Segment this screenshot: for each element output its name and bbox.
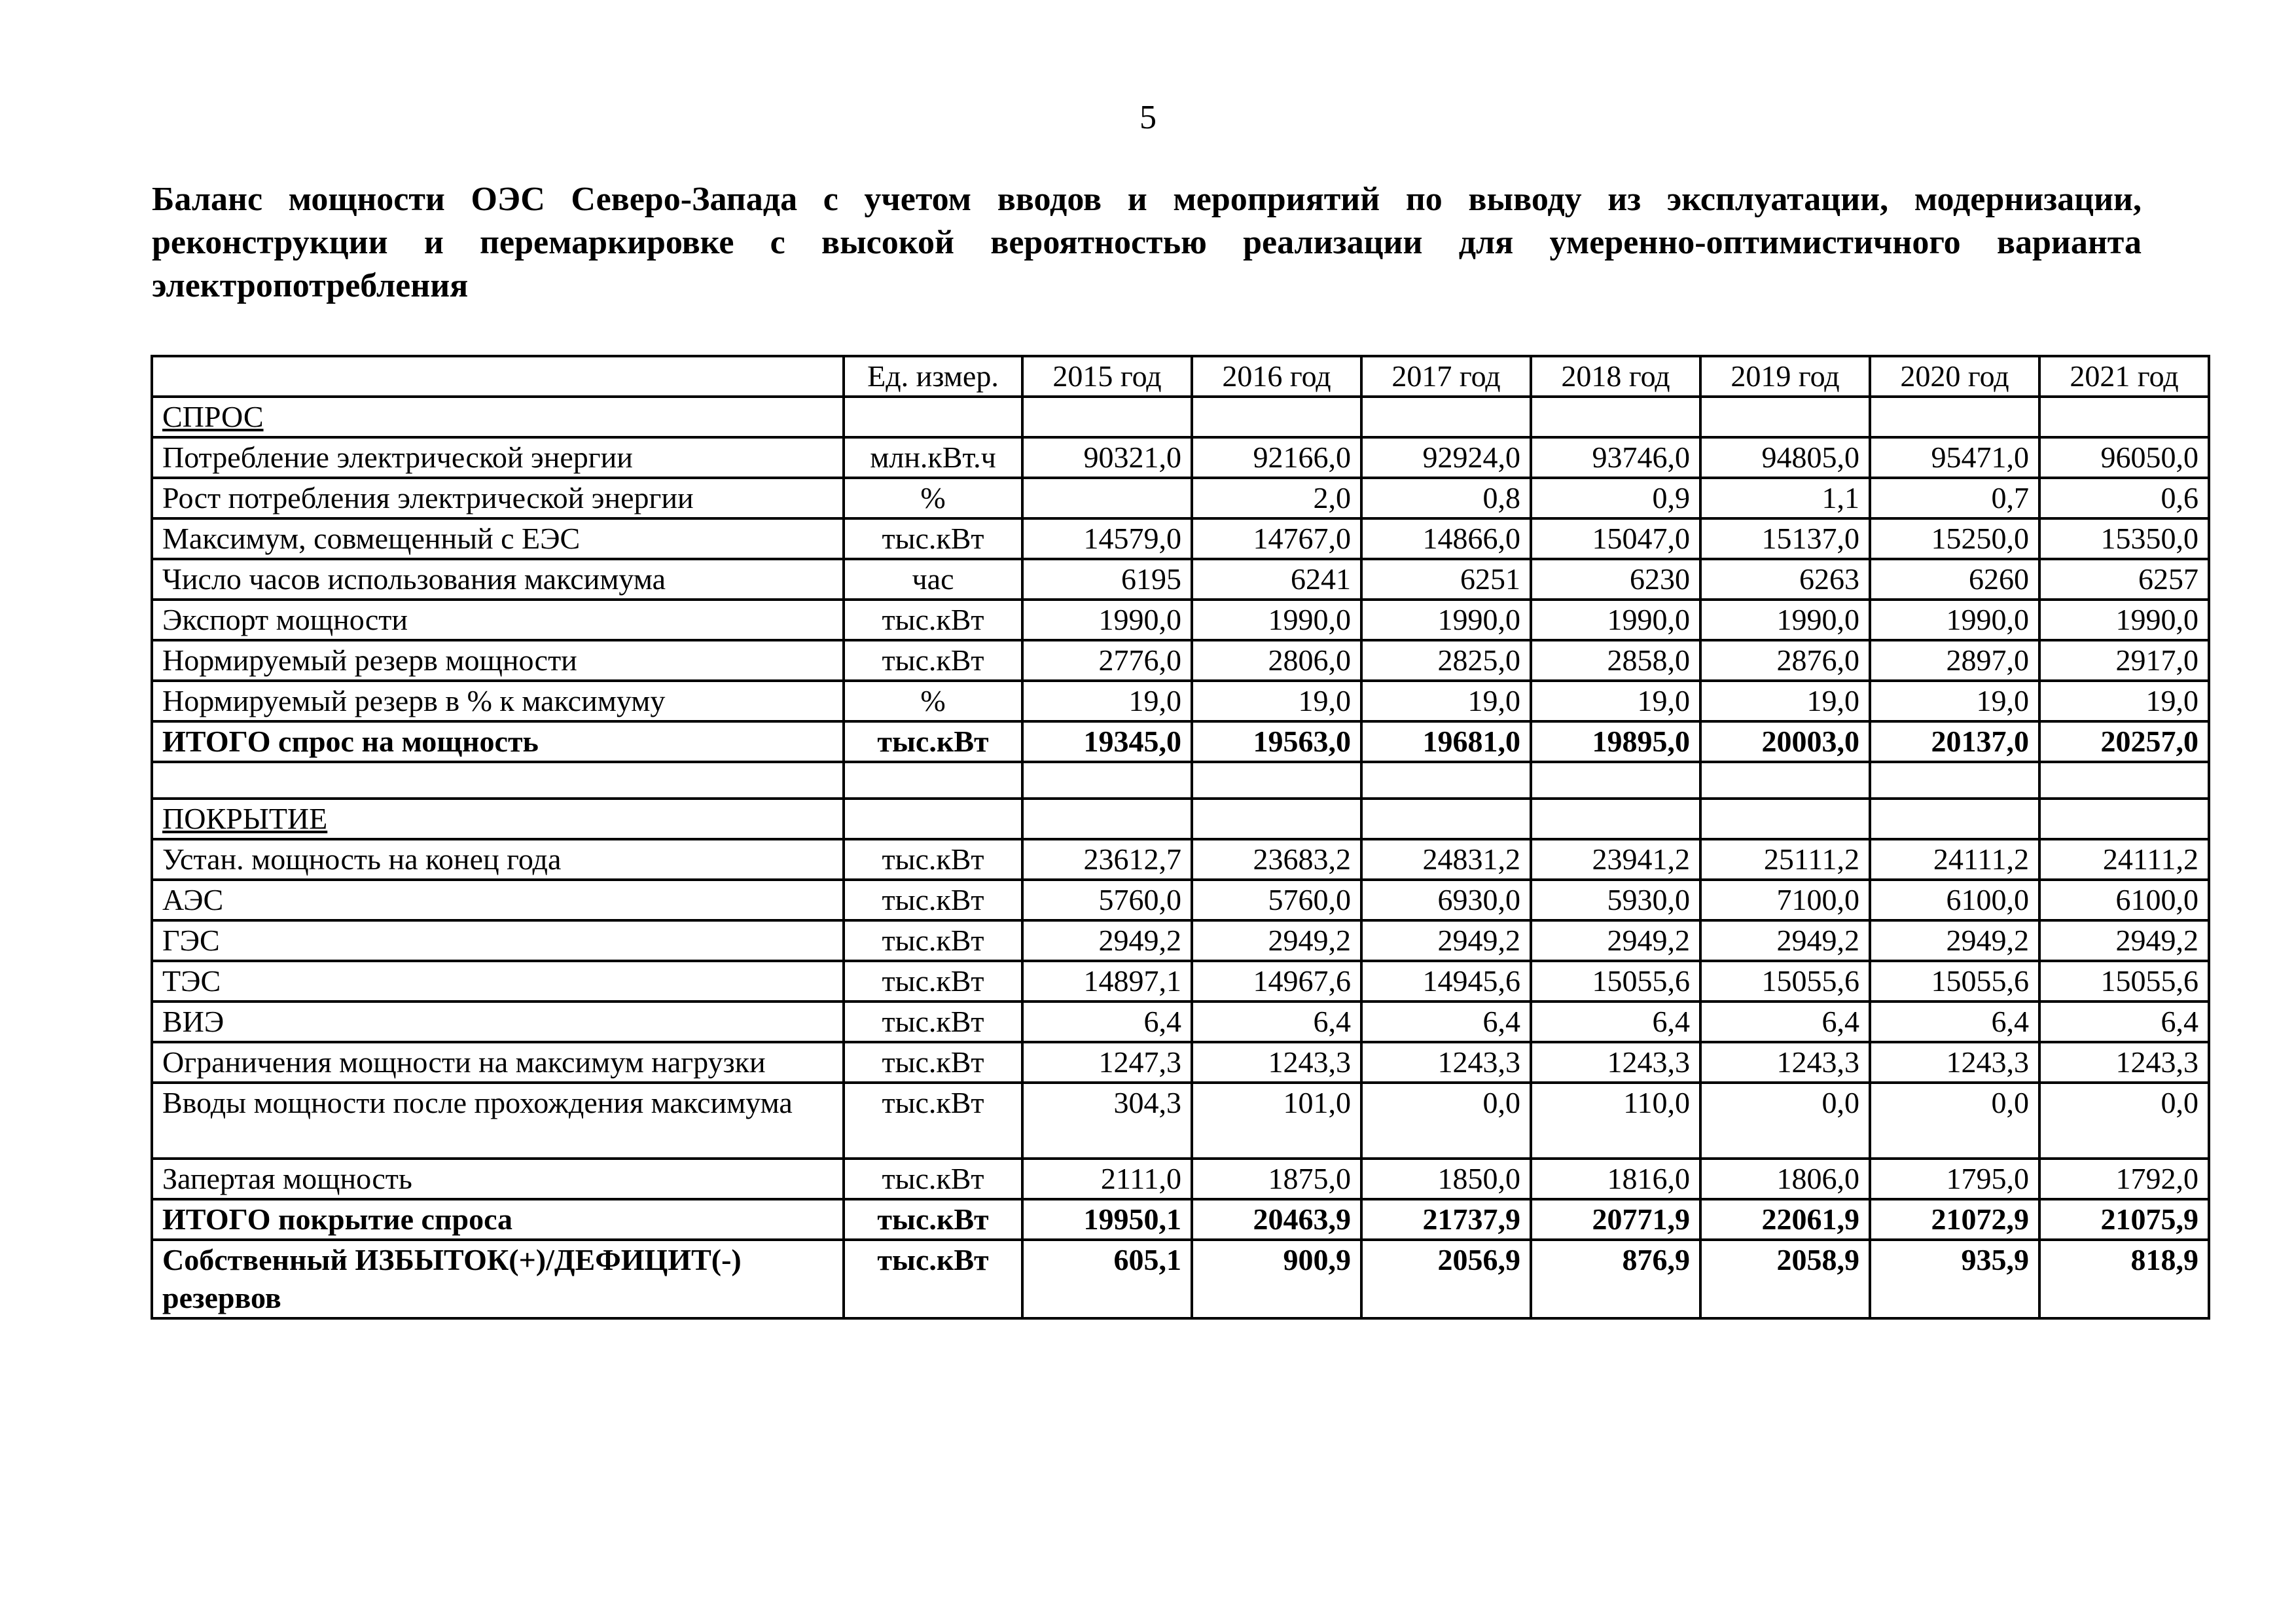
row-label: Собственный ИЗБЫТОК(+)/ДЕФИЦИТ(-) резервов: [152, 1240, 844, 1318]
coverage-row: [152, 1042, 2209, 1083]
value-cell: 1990,0: [1192, 600, 1361, 640]
row-label: Ограничения мощности на максимум нагрузки: [152, 1042, 844, 1083]
value-cell: 96050,0: [2039, 437, 2209, 478]
empty-cell: [844, 762, 1022, 799]
coverage-row: [152, 920, 2209, 961]
header-year-2021: 2021 год: [2039, 356, 2209, 397]
value-cell: 935,9: [1870, 1240, 2039, 1318]
value-cell: 1990,0: [1361, 600, 1531, 640]
row-unit: тыс.кВт: [844, 961, 1022, 1001]
spacer-row: [152, 762, 2209, 799]
table-header-row: [152, 356, 2209, 397]
value-cell: 2825,0: [1361, 640, 1531, 681]
value-cell: 6930,0: [1361, 880, 1531, 920]
value-cell: 19,0: [1870, 681, 2039, 721]
empty-cell: [1531, 762, 1700, 799]
value-cell: 2949,2: [1022, 920, 1192, 961]
value-cell: 1243,3: [1700, 1042, 1870, 1083]
header-year-2020: 2020 год: [1870, 356, 2039, 397]
empty-cell: [1361, 397, 1531, 437]
value-cell: 20257,0: [2039, 721, 2209, 762]
empty-cell: [2039, 799, 2209, 839]
value-cell: 92166,0: [1192, 437, 1361, 478]
empty-cell: [1700, 799, 1870, 839]
row-unit: тыс.кВт: [844, 839, 1022, 880]
row-label: ИТОГО спрос на мощность: [152, 721, 844, 762]
empty-cell: [152, 762, 844, 799]
value-cell: 0,6: [2039, 478, 2209, 518]
value-cell: 22061,9: [1700, 1199, 1870, 1240]
value-cell: 19950,1: [1022, 1199, 1192, 1240]
value-cell: 6195: [1022, 559, 1192, 600]
value-cell: 19895,0: [1531, 721, 1700, 762]
demand-total-row: [152, 721, 2209, 762]
row-label: Вводы мощности после прохождения максимума: [152, 1083, 844, 1159]
row-unit: тыс.кВт: [844, 721, 1022, 762]
value-cell: 0,0: [1870, 1083, 2039, 1159]
value-cell: 7100,0: [1700, 880, 1870, 920]
value-cell: 1247,3: [1022, 1042, 1192, 1083]
empty-cell: [1870, 799, 2039, 839]
row-label: ТЭС: [152, 961, 844, 1001]
value-cell: 1990,0: [1700, 600, 1870, 640]
value-cell: 2111,0: [1022, 1159, 1192, 1199]
coverage-section-row: [152, 799, 2209, 839]
row-unit: %: [844, 681, 1022, 721]
value-cell: 1990,0: [1022, 600, 1192, 640]
value-cell: 2056,9: [1361, 1240, 1531, 1318]
value-cell: 0,0: [2039, 1083, 2209, 1159]
value-cell: 23612,7: [1022, 839, 1192, 880]
value-cell: 21075,9: [2039, 1199, 2209, 1240]
value-cell: 6241: [1192, 559, 1361, 600]
empty-cell: [1192, 397, 1361, 437]
empty-cell: [1361, 799, 1531, 839]
value-cell: 1,1: [1700, 478, 1870, 518]
value-cell: 20137,0: [1870, 721, 2039, 762]
value-cell: 15055,6: [2039, 961, 2209, 1001]
row-label: ГЭС: [152, 920, 844, 961]
value-cell: 19,0: [1700, 681, 1870, 721]
demand-section-row-label: СПРОС: [152, 397, 844, 437]
value-cell: 0,9: [1531, 478, 1700, 518]
value-cell: 0,0: [1700, 1083, 1870, 1159]
value-cell: 19,0: [1022, 681, 1192, 721]
value-cell: 1243,3: [1870, 1042, 2039, 1083]
value-cell: 2949,2: [2039, 920, 2209, 961]
value-cell: 5930,0: [1531, 880, 1700, 920]
value-cell: 15250,0: [1870, 518, 2039, 559]
value-cell: 6100,0: [1870, 880, 2039, 920]
coverage-row: [152, 1083, 2209, 1159]
empty-cell: [844, 799, 1022, 839]
value-cell: 5760,0: [1192, 880, 1361, 920]
row-unit: %: [844, 478, 1022, 518]
row-unit: тыс.кВт: [844, 1083, 1022, 1159]
power-balance-table: [151, 355, 2210, 1320]
empty-cell: [1700, 762, 1870, 799]
coverage-row: [152, 1001, 2209, 1042]
value-cell: 6,4: [1361, 1001, 1531, 1042]
value-cell: 6100,0: [2039, 880, 2209, 920]
coverage-section-row-label: ПОКРЫТИЕ: [152, 799, 844, 839]
empty-cell: [1022, 762, 1192, 799]
value-cell: 15137,0: [1700, 518, 1870, 559]
empty-cell: [1870, 397, 2039, 437]
value-cell: 101,0: [1192, 1083, 1361, 1159]
empty-cell: [1870, 762, 2039, 799]
value-cell: 5760,0: [1022, 880, 1192, 920]
value-cell: 19563,0: [1192, 721, 1361, 762]
row-unit: тыс.кВт: [844, 880, 1022, 920]
value-cell: 2,0: [1192, 478, 1361, 518]
value-cell: 14945,6: [1361, 961, 1531, 1001]
value-cell: 14767,0: [1192, 518, 1361, 559]
row-label: Рост потребления электрической энергии: [152, 478, 844, 518]
row-label: Устан. мощность на конец года: [152, 839, 844, 880]
empty-cell: [2039, 762, 2209, 799]
value-cell: 15047,0: [1531, 518, 1700, 559]
row-unit: тыс.кВт: [844, 518, 1022, 559]
value-cell: 15055,6: [1700, 961, 1870, 1001]
value-cell: 14866,0: [1361, 518, 1531, 559]
value-cell: 2949,2: [1531, 920, 1700, 961]
value-cell: 2776,0: [1022, 640, 1192, 681]
value-cell: 6,4: [1022, 1001, 1192, 1042]
value-cell: 876,9: [1531, 1240, 1700, 1318]
value-cell: 20003,0: [1700, 721, 1870, 762]
value-cell: 900,9: [1192, 1240, 1361, 1318]
value-cell: 15055,6: [1870, 961, 2039, 1001]
row-label: Нормируемый резерв в % к максимуму: [152, 681, 844, 721]
row-unit: тыс.кВт: [844, 640, 1022, 681]
value-cell: 1792,0: [2039, 1159, 2209, 1199]
header-year-2019: 2019 год: [1700, 356, 1870, 397]
empty-cell: [1531, 397, 1700, 437]
value-cell: 14579,0: [1022, 518, 1192, 559]
value-cell: 93746,0: [1531, 437, 1700, 478]
header-year-2015: 2015 год: [1022, 356, 1192, 397]
value-cell: 2949,2: [1192, 920, 1361, 961]
value-cell: 6,4: [2039, 1001, 2209, 1042]
value-cell: 14967,6: [1192, 961, 1361, 1001]
row-unit: тыс.кВт: [844, 600, 1022, 640]
value-cell: 90321,0: [1022, 437, 1192, 478]
value-cell: 15055,6: [1531, 961, 1700, 1001]
row-label: ИТОГО покрытие спроса: [152, 1199, 844, 1240]
value-cell: 6251: [1361, 559, 1531, 600]
value-cell: 1243,3: [1361, 1042, 1531, 1083]
row-label: Число часов использования максимума: [152, 559, 844, 600]
empty-cell: [1531, 799, 1700, 839]
value-cell: 110,0: [1531, 1083, 1700, 1159]
demand-row: [152, 600, 2209, 640]
value-cell: 2897,0: [1870, 640, 2039, 681]
header-year-2018: 2018 год: [1531, 356, 1700, 397]
demand-row: [152, 681, 2209, 721]
value-cell: 19345,0: [1022, 721, 1192, 762]
row-unit: тыс.кВт: [844, 1240, 1022, 1318]
value-cell: 304,3: [1022, 1083, 1192, 1159]
value-cell: 1816,0: [1531, 1159, 1700, 1199]
value-cell: 2949,2: [1700, 920, 1870, 961]
value-cell: 2949,2: [1361, 920, 1531, 961]
value-cell: 6230: [1531, 559, 1700, 600]
header-label-cell: [152, 356, 844, 397]
value-cell: 19,0: [2039, 681, 2209, 721]
value-cell: 2917,0: [2039, 640, 2209, 681]
value-cell: 95471,0: [1870, 437, 2039, 478]
value-cell: 1806,0: [1700, 1159, 1870, 1199]
header-year-2016: 2016 год: [1192, 356, 1361, 397]
coverage-row: [152, 961, 2209, 1001]
demand-section-row: [152, 397, 2209, 437]
value-cell: 23683,2: [1192, 839, 1361, 880]
value-cell: 1795,0: [1870, 1159, 2039, 1199]
balance-row: [152, 1240, 2209, 1318]
demand-row: [152, 640, 2209, 681]
value-cell: 19,0: [1192, 681, 1361, 721]
value-cell: 24831,2: [1361, 839, 1531, 880]
value-cell: 0,7: [1870, 478, 2039, 518]
value-cell: 6,4: [1531, 1001, 1700, 1042]
row-unit: млн.кВт.ч: [844, 437, 1022, 478]
empty-cell: [2039, 397, 2209, 437]
value-cell: 20771,9: [1531, 1199, 1700, 1240]
row-unit: тыс.кВт: [844, 1001, 1022, 1042]
value-cell: 20463,9: [1192, 1199, 1361, 1240]
empty-cell: [1361, 762, 1531, 799]
value-cell: 1243,3: [1531, 1042, 1700, 1083]
demand-row: [152, 559, 2209, 600]
row-label: Экспорт мощности: [152, 600, 844, 640]
page-number: 5: [1139, 99, 1157, 136]
value-cell: 1243,3: [2039, 1042, 2209, 1083]
value-cell: 25111,2: [1700, 839, 1870, 880]
value-cell: 1990,0: [2039, 600, 2209, 640]
value-cell: 6263: [1700, 559, 1870, 600]
value-cell: [1022, 478, 1192, 518]
value-cell: 19,0: [1531, 681, 1700, 721]
value-cell: 6,4: [1870, 1001, 2039, 1042]
value-cell: 1243,3: [1192, 1042, 1361, 1083]
row-label: Максимум, совмещенный с ЕЭС: [152, 518, 844, 559]
table-body: [152, 397, 2209, 1318]
document-title: Баланс мощности ОЭС Северо-Запада с учетом вводов и мероприятий по выводу из эксплуатации, модернизации, реконструкции и перемаркировке с высокой вероятностью реализации для умеренно-оптимистичного варианта электропотребления: [152, 181, 2142, 304]
value-cell: 605,1: [1022, 1240, 1192, 1318]
header-unit-cell: Ед. измер.: [844, 356, 1022, 397]
value-cell: 15350,0: [2039, 518, 2209, 559]
value-cell: 19681,0: [1361, 721, 1531, 762]
row-label: Запертая мощность: [152, 1159, 844, 1199]
value-cell: 21737,9: [1361, 1199, 1531, 1240]
empty-cell: [1192, 799, 1361, 839]
value-cell: 0,8: [1361, 478, 1531, 518]
coverage-row: [152, 880, 2209, 920]
demand-row: [152, 478, 2209, 518]
value-cell: 0,0: [1361, 1083, 1531, 1159]
empty-cell: [1700, 397, 1870, 437]
value-cell: 23941,2: [1531, 839, 1700, 880]
value-cell: 94805,0: [1700, 437, 1870, 478]
value-cell: 19,0: [1361, 681, 1531, 721]
coverage-total-row: [152, 1199, 2209, 1240]
value-cell: 6260: [1870, 559, 2039, 600]
coverage-row: [152, 1159, 2209, 1199]
value-cell: 2858,0: [1531, 640, 1700, 681]
header-year-2017: 2017 год: [1361, 356, 1531, 397]
value-cell: 2806,0: [1192, 640, 1361, 681]
value-cell: 1875,0: [1192, 1159, 1361, 1199]
value-cell: 2949,2: [1870, 920, 2039, 961]
value-cell: 1990,0: [1870, 600, 2039, 640]
row-unit: час: [844, 559, 1022, 600]
value-cell: 14897,1: [1022, 961, 1192, 1001]
coverage-row: [152, 839, 2209, 880]
value-cell: 2058,9: [1700, 1240, 1870, 1318]
row-unit: тыс.кВт: [844, 1042, 1022, 1083]
empty-cell: [1022, 799, 1192, 839]
value-cell: 2876,0: [1700, 640, 1870, 681]
empty-cell: [1022, 397, 1192, 437]
row-label: АЭС: [152, 880, 844, 920]
value-cell: 92924,0: [1361, 437, 1531, 478]
row-label: Нормируемый резерв мощности: [152, 640, 844, 681]
value-cell: 6,4: [1192, 1001, 1361, 1042]
value-cell: 6257: [2039, 559, 2209, 600]
demand-row: [152, 518, 2209, 559]
empty-cell: [1192, 762, 1361, 799]
empty-cell: [844, 397, 1022, 437]
value-cell: 6,4: [1700, 1001, 1870, 1042]
value-cell: 21072,9: [1870, 1199, 2039, 1240]
value-cell: 24111,2: [2039, 839, 2209, 880]
value-cell: 24111,2: [1870, 839, 2039, 880]
row-label: Потребление электрической энергии: [152, 437, 844, 478]
row-unit: тыс.кВт: [844, 1159, 1022, 1199]
value-cell: 1990,0: [1531, 600, 1700, 640]
row-label: ВИЭ: [152, 1001, 844, 1042]
value-cell: 1850,0: [1361, 1159, 1531, 1199]
row-unit: тыс.кВт: [844, 920, 1022, 961]
value-cell: 818,9: [2039, 1240, 2209, 1318]
demand-row: [152, 437, 2209, 478]
row-unit: тыс.кВт: [844, 1199, 1022, 1240]
